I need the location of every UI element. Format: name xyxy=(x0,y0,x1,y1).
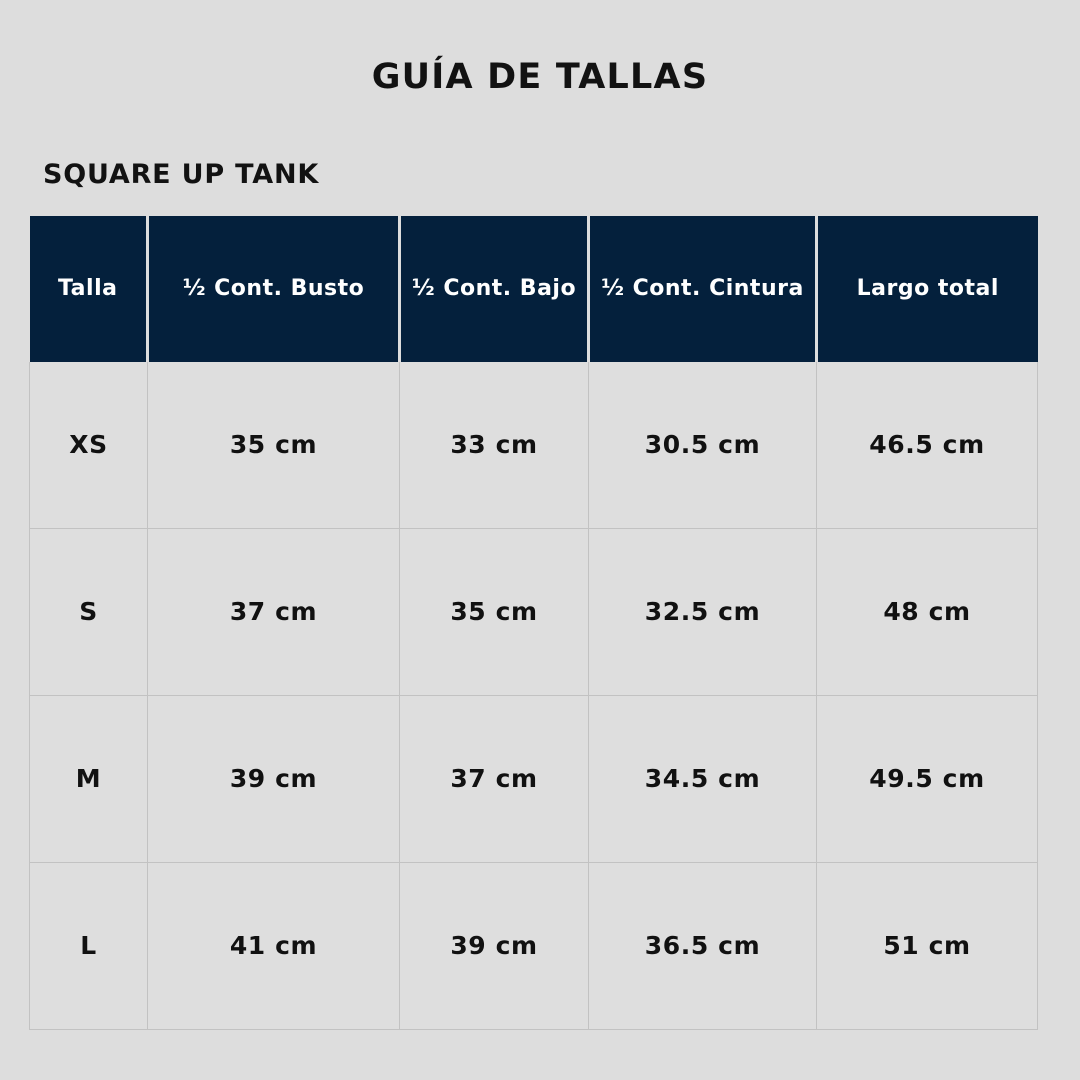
column-header-bajo: ½ Cont. Bajo xyxy=(400,216,589,362)
cell-busto: 35 cm xyxy=(148,362,400,529)
table-row xyxy=(30,528,1038,695)
table-row xyxy=(30,695,1038,862)
table-header xyxy=(30,216,1038,362)
cell-cintura: 32.5 cm xyxy=(589,528,817,695)
cell-bajo: 37 cm xyxy=(400,695,589,862)
page-title: GUÍA DE TALLAS xyxy=(371,57,709,97)
cell-size: XS xyxy=(30,362,148,529)
cell-cintura: 36.5 cm xyxy=(589,862,817,1029)
cell-largo: 48 cm xyxy=(817,528,1038,695)
column-header-cintura: ½ Cont. Cintura xyxy=(589,216,817,362)
size-chart-table xyxy=(29,216,1038,1030)
cell-bajo: 35 cm xyxy=(400,528,589,695)
cell-cintura: 30.5 cm xyxy=(589,362,817,529)
table-body xyxy=(30,362,1038,1030)
column-header-talla: Talla xyxy=(30,216,148,362)
cell-size: S xyxy=(30,528,148,695)
cell-busto: 39 cm xyxy=(148,695,400,862)
cell-largo: 49.5 cm xyxy=(817,695,1038,862)
column-header-busto: ½ Cont. Busto xyxy=(148,216,400,362)
cell-size: L xyxy=(30,862,148,1029)
cell-size: M xyxy=(30,695,148,862)
cell-busto: 37 cm xyxy=(148,528,400,695)
cell-largo: 51 cm xyxy=(817,862,1038,1029)
column-header-largo: Largo total xyxy=(817,216,1038,362)
table-row xyxy=(30,362,1038,529)
cell-largo: 46.5 cm xyxy=(817,362,1038,529)
cell-cintura: 34.5 cm xyxy=(589,695,817,862)
cell-bajo: 33 cm xyxy=(400,362,589,529)
product-title: SQUARE UP TANK xyxy=(43,158,320,190)
table-header-row xyxy=(30,216,1038,362)
cell-busto: 41 cm xyxy=(148,862,400,1029)
cell-bajo: 39 cm xyxy=(400,862,589,1029)
table-row xyxy=(30,862,1038,1029)
